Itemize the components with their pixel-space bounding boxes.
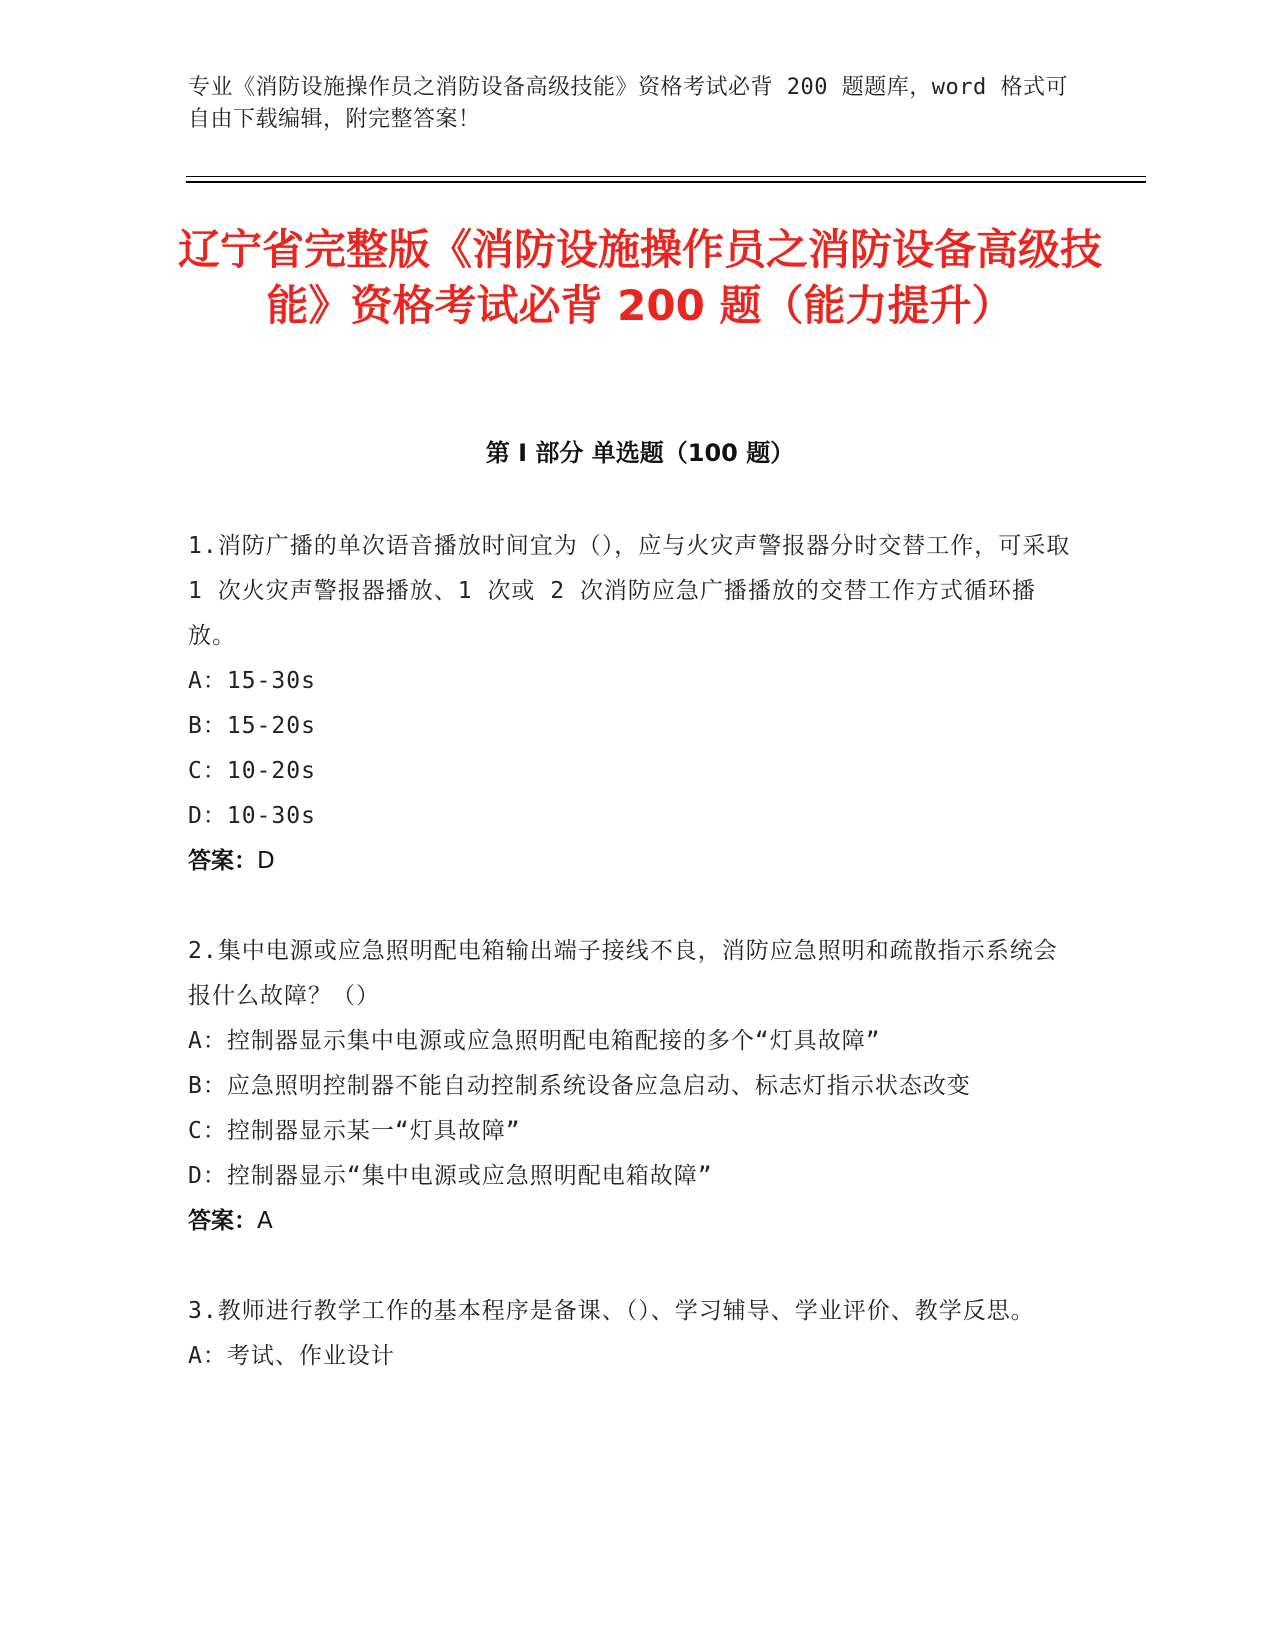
answer-label: 答案： bbox=[188, 848, 257, 874]
question-3 bbox=[188, 1289, 1078, 1379]
question-2 bbox=[188, 929, 1078, 1244]
question-stem: 1.消防广播的单次语音播放时间宜为（），应与火灾声警报器分时交替工作，可采取 1 次火灾声警报器播放、1 次或 2 次消防应急广播播放的交替工作方式循环播放。 bbox=[188, 533, 1071, 649]
question-stem: 2.集中电源或应急照明配电箱输出端子接线不良，消防应急照明和疏散指示系统会报什么故障？（） bbox=[188, 938, 1058, 1009]
option-d: D：10-30s bbox=[188, 803, 316, 829]
question-1 bbox=[188, 524, 1078, 884]
document-title: 辽宁省完整版《消防设施操作员之消防设备高级技能》资格考试必背 200 题（能力提升） bbox=[177, 225, 1102, 330]
answer-line bbox=[188, 1199, 1078, 1244]
header-divider-thick bbox=[186, 181, 1146, 183]
option-a: A：考试、作业设计 bbox=[188, 1343, 395, 1369]
option-c: C：10-20s bbox=[188, 758, 316, 784]
answer-line bbox=[188, 839, 1078, 884]
section-heading: 第 I 部分 单选题（100 题） bbox=[485, 439, 795, 467]
header-divider-thin bbox=[186, 176, 1146, 177]
answer-value: A bbox=[257, 1208, 273, 1234]
question-stem: 3.教师进行教学工作的基本程序是备课、（）、学习辅导、学业评价、教学反思。 bbox=[188, 1298, 1035, 1324]
option-a: A：控制器显示集中电源或应急照明配电箱配接的多个“灯具故障” bbox=[188, 1028, 881, 1054]
question-list bbox=[188, 524, 1078, 1424]
option-b: B：15-20s bbox=[188, 713, 316, 739]
header-note: 专业《消防设施操作员之消防设备高级技能》资格考试必背 200 题题库，word 格式可自由下载编辑，附完整答案！ bbox=[188, 75, 1068, 132]
option-b: B：应急照明控制器不能自动控制系统设备应急启动、标志灯指示状态改变 bbox=[188, 1073, 971, 1099]
answer-value: D bbox=[257, 848, 275, 874]
answer-label: 答案： bbox=[188, 1208, 257, 1234]
option-a: A：15-30s bbox=[188, 668, 316, 694]
option-d: D：控制器显示“集中电源或应急照明配电箱故障” bbox=[188, 1163, 713, 1189]
option-c: C：控制器显示某一“灯具故障” bbox=[188, 1118, 521, 1144]
